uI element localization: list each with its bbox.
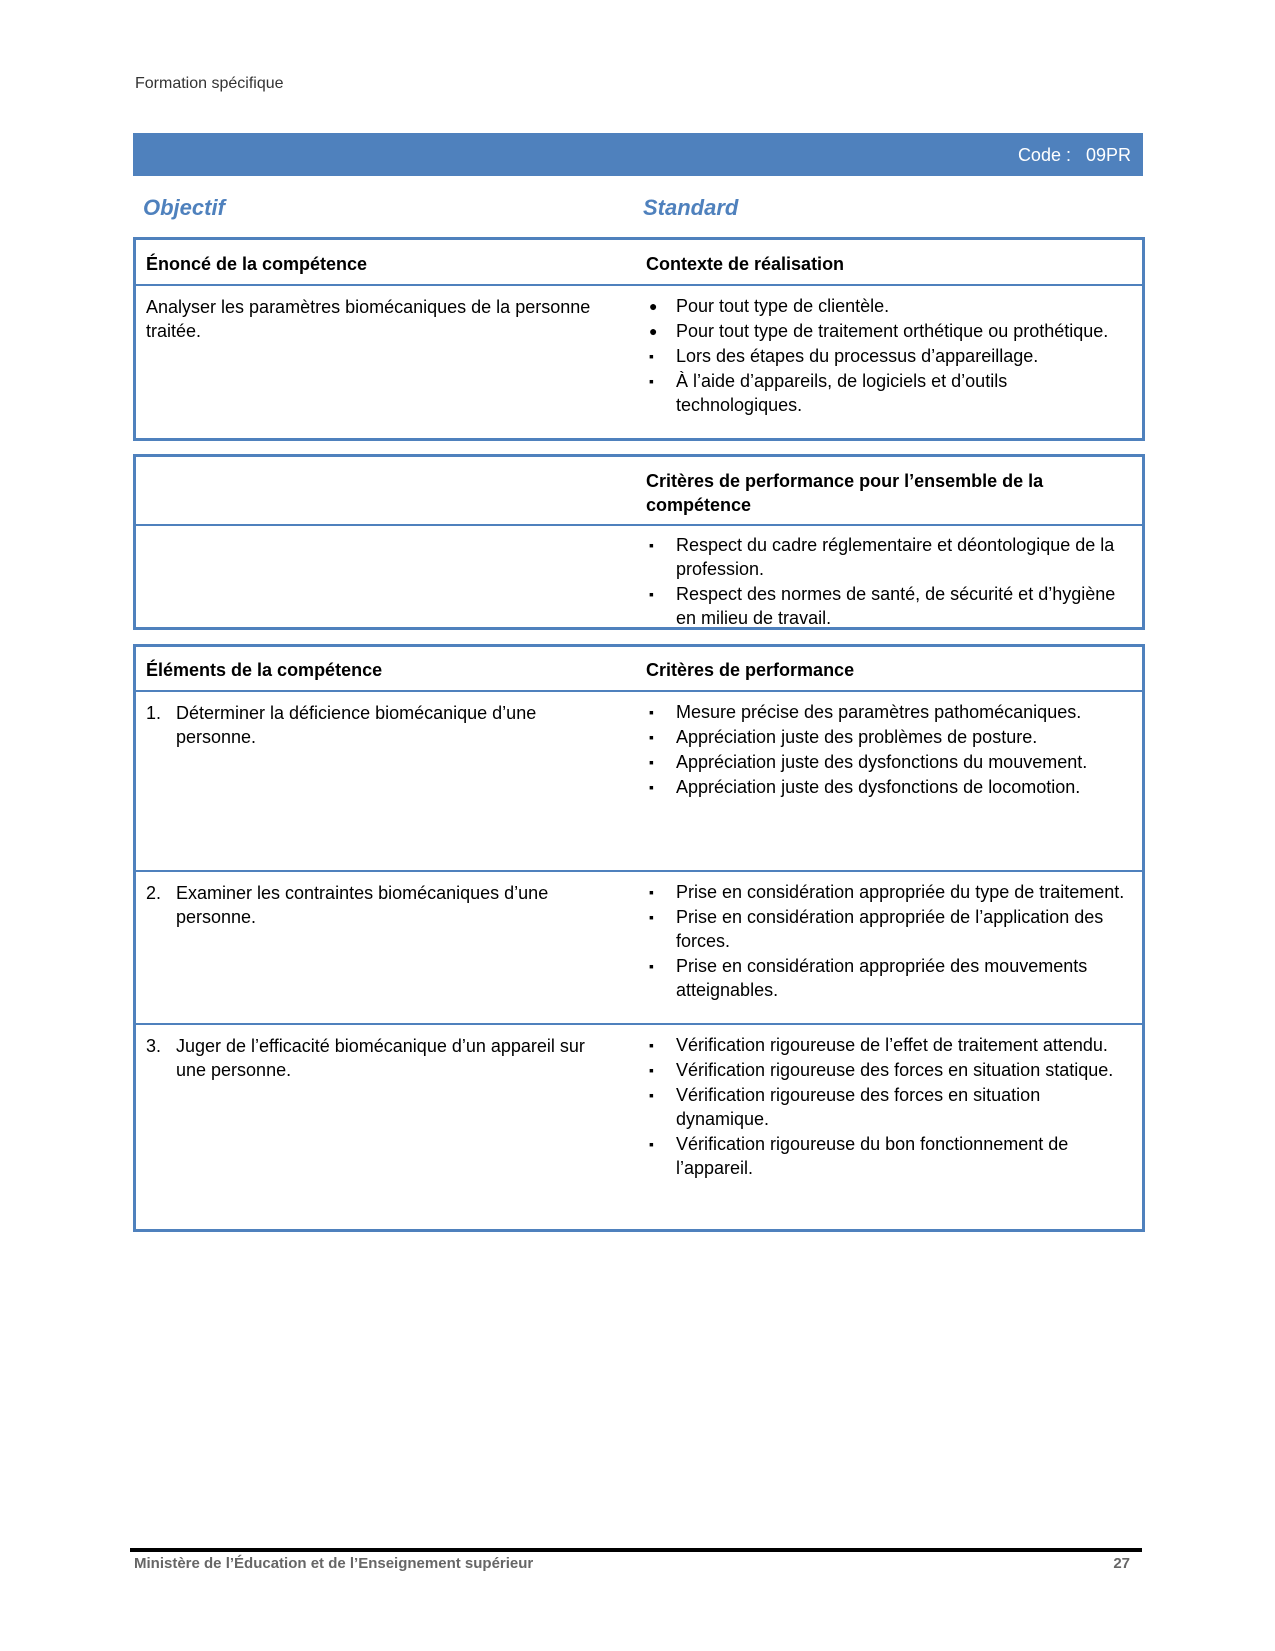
objectif-heading: Objectif <box>143 195 225 220</box>
element-3: 3. Juger de l’efficacité biomécanique d’un appareil sur une personne. <box>146 1036 585 1080</box>
table1-body-row <box>136 284 1142 438</box>
list-item: ▪ Vérification rigoureuse des forces en situation dynamique. <box>649 1085 1041 1129</box>
elements-header: Éléments de la compétence <box>146 660 383 680</box>
overall-criteria-table <box>133 454 1145 630</box>
table2-header-row <box>136 457 1142 524</box>
list-item: ● Pour tout type de clientèle. <box>649 296 890 316</box>
list-item: ▪ Respect du cadre réglementaire et déontologique de la profession. <box>649 535 1115 579</box>
list-item: ▪ Appréciation juste des dysfonctions du mouvement. <box>649 752 1088 772</box>
list-item: ▪ Vérification rigoureuse des forces en situation statique. <box>649 1060 1114 1080</box>
list-item: ▪ Prise en considération appropriée du type de traitement. <box>649 882 1125 902</box>
list-item: ● Pour tout type de traitement orthétique ou prothétique. <box>649 321 1109 341</box>
list-item: ▪ Vérification rigoureuse de l’effet de traitement attendu. <box>649 1035 1108 1055</box>
list-item: ▪ Prise en considération appropriée de l’application des forces. <box>649 907 1104 951</box>
standard-heading: Standard <box>643 195 739 220</box>
table-row <box>136 870 1142 1023</box>
bullet-icon: ▪ <box>649 1062 654 1078</box>
page-number: 27 <box>1113 1555 1130 1572</box>
bullet-icon: ▪ <box>649 704 654 720</box>
criteria-list <box>646 1033 1136 1180</box>
list-item: ▪ Mesure précise des paramètres pathomécaniques. <box>649 702 1082 722</box>
overall-criteria-header: Critères de performance pour l’ensemble de la compétence <box>646 471 1044 515</box>
table-row <box>136 690 1142 870</box>
bullet-icon: ▪ <box>649 1037 654 1053</box>
bullet-icon: ● <box>649 298 658 314</box>
bullet-icon: ▪ <box>649 884 654 900</box>
statement-header: Énoncé de la compétence <box>146 254 368 274</box>
footer-ministry: Ministère de l’Éducation et de l’Enseignement supérieur <box>134 1555 534 1572</box>
overall-criteria-list <box>646 533 1136 630</box>
bullet-icon: ▪ <box>649 348 654 364</box>
list-item: ▪ À l’aide d’appareils, de logiciels et d’outils technologiques. <box>649 371 1008 415</box>
footer-divider <box>130 1548 1142 1552</box>
bullet-icon: ▪ <box>649 958 654 974</box>
table-row <box>136 1023 1142 1227</box>
table2-body-row <box>136 524 1142 627</box>
list-item: ▪ Lors des étapes du processus d’appareillage. <box>649 346 1039 366</box>
bullet-icon: ▪ <box>649 537 654 553</box>
bullet-icon: ▪ <box>649 373 654 389</box>
bullet-icon: ▪ <box>649 1136 654 1152</box>
context-list <box>646 294 1136 417</box>
list-item: ▪ Respect des normes de santé, de sécurité et d’hygiène en milieu de travail. <box>649 584 1116 628</box>
table1-header-row <box>136 240 1142 284</box>
criteria-header: Critères de performance <box>646 660 855 680</box>
list-item: ▪ Appréciation juste des dysfonctions de locomotion. <box>649 777 1081 797</box>
code-bar <box>133 133 1143 176</box>
table3-header-row <box>136 647 1142 690</box>
list-item: ▪ Prise en considération appropriée des mouvements atteignables. <box>649 956 1088 1000</box>
list-item: ▪ Appréciation juste des problèmes de posture. <box>649 727 1038 747</box>
running-header: Formation spécifique <box>135 75 284 92</box>
bullet-icon: ▪ <box>649 1087 654 1103</box>
list-item: ▪ Vérification rigoureuse du bon fonctionnement de l’appareil. <box>649 1134 1069 1178</box>
competence-statement-table <box>133 237 1145 441</box>
competence-elements-table <box>133 644 1145 1232</box>
bullet-icon: ▪ <box>649 779 654 795</box>
competence-statement: Analyser les paramètres biomécaniques de la personne traitée. <box>146 297 591 341</box>
bullet-icon: ▪ <box>649 586 654 602</box>
bullet-icon: ▪ <box>649 754 654 770</box>
bullet-icon: ● <box>649 323 658 339</box>
element-1: 1. Déterminer la déficience biomécanique d’une personne. <box>146 703 537 747</box>
bullet-icon: ▪ <box>649 909 654 925</box>
element-2: 2. Examiner les contraintes biomécaniques d’une personne. <box>146 883 549 927</box>
code-label: Code : 09PR <box>1017 145 1131 165</box>
criteria-list <box>646 880 1136 1002</box>
criteria-list <box>646 700 1136 799</box>
bullet-icon: ▪ <box>649 729 654 745</box>
context-header: Contexte de réalisation <box>646 254 845 274</box>
